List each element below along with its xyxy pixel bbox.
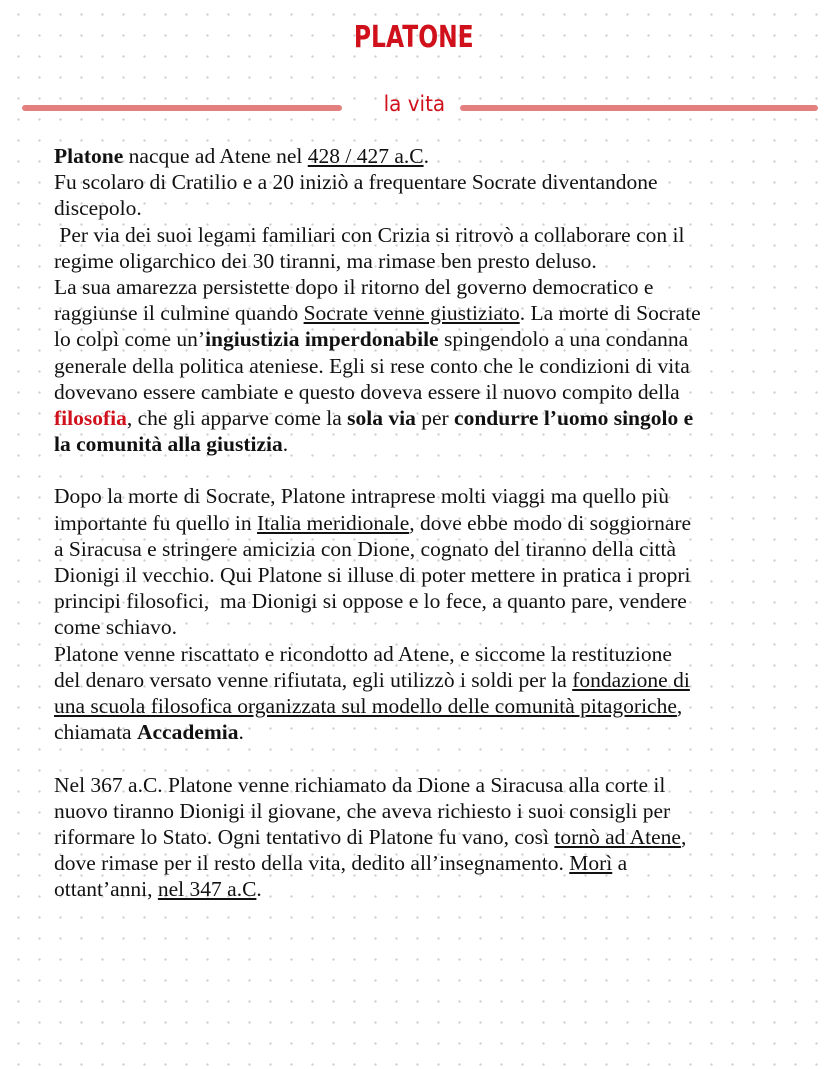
text-span: riformare lo Stato. Ogni tentativo di Platone fu vano, così — [54, 824, 555, 849]
text-span: lo colpì come un’ — [54, 327, 206, 352]
text-line — [54, 562, 824, 588]
text-span: dove rimase per il resto della vita, dedito all’insegnamento. — [54, 851, 570, 876]
text-line — [54, 222, 824, 248]
text-span: chiamata — [54, 720, 137, 745]
text-line — [54, 641, 824, 667]
text-span: per — [415, 405, 455, 430]
underlined-text: Socrate venne giustiziato — [303, 301, 520, 326]
paragraph — [54, 143, 824, 457]
text-span: importante fu quello in — [54, 510, 258, 535]
underlined-text: una scuola filosofica organizzata sul modello delle comunità pitagoriche — [54, 693, 677, 718]
underlined-text: fondazione di — [572, 667, 690, 692]
text-line — [54, 300, 824, 326]
text-span: , — [676, 693, 683, 718]
text-span: , che gli apparve come la — [126, 405, 348, 430]
text-line — [54, 614, 824, 640]
text-span: a Siracusa e stringere amicizia con Dione, cognato del tiranno della città — [54, 536, 677, 561]
text-line — [54, 195, 824, 221]
underlined-text: 428 / 427 a.C — [307, 144, 424, 168]
text-line — [54, 483, 824, 509]
text-line — [54, 693, 824, 719]
text-line — [54, 824, 824, 850]
text-line — [54, 248, 824, 274]
bold-text: sola via — [347, 405, 416, 430]
text-line — [54, 772, 824, 798]
text-span: Nel 367 a.C. Platone venne richiamato da Dione a Siracusa alla corte il — [54, 772, 666, 797]
paragraph — [54, 483, 824, 745]
text-span: dovevano essere cambiate e questo doveva essere il nuovo compito della — [54, 379, 680, 404]
text-line — [54, 876, 824, 902]
bold-text: Accademia — [136, 720, 239, 745]
underlined-text: Morì — [569, 851, 613, 876]
bold-text: Platone — [54, 144, 124, 168]
highlighted-text: filosofia — [54, 405, 127, 430]
text-span: Platone venne riscattato e ricondotto ad Atene, e siccome la restituzione — [54, 641, 672, 666]
text-span: . — [256, 877, 262, 902]
bold-text: la comunità alla giustizia — [54, 432, 283, 457]
text-span: . La morte di Socrate — [519, 301, 701, 326]
text-line — [54, 431, 824, 457]
text-span: discepolo. — [54, 196, 142, 221]
text-span: spingendolo a una condanna — [438, 327, 689, 352]
text-line — [54, 510, 824, 536]
text-span: ottant’anni, — [54, 877, 158, 902]
text-span: raggiunse il culmine quando — [54, 301, 304, 326]
text-line — [54, 405, 824, 431]
underlined-text: nel 347 a.C — [157, 877, 257, 902]
bold-text: ingiustizia imperdonabile — [205, 327, 439, 352]
section-heading-text: la vita — [383, 92, 445, 116]
text-span: . — [423, 144, 429, 168]
underlined-text: Italia meridionale — [257, 510, 410, 535]
text-line — [54, 169, 824, 195]
text-span: regime oligarchico dei 30 tiranni, ma rimase ben presto deluso. — [54, 248, 597, 273]
bold-text: condurre l’uomo singolo e — [454, 405, 694, 430]
document-body — [54, 143, 824, 929]
text-span: , — [680, 824, 687, 849]
text-span: come schiavo. — [54, 615, 177, 640]
text-span: Fu scolaro di Cratilio e a 20 iniziò a frequentare Socrate diventandone — [54, 170, 658, 195]
text-span: principi filosofici, ma Dionigi si oppose e lo fece, a quanto pare, vendere — [54, 589, 687, 614]
text-span: nuovo tiranno Dionigi il giovane, che aveva richiesto i suoi consigli per — [54, 798, 671, 823]
text-span: nacque ad Atene nel — [123, 144, 308, 168]
text-span: Dopo la morte di Socrate, Platone intraprese molti viaggi ma quello più — [54, 484, 669, 509]
text-line — [54, 274, 824, 300]
paragraph — [54, 772, 824, 903]
text-line — [54, 536, 824, 562]
text-line — [54, 667, 824, 693]
text-span: . — [238, 720, 244, 745]
text-line — [54, 719, 824, 745]
text-line — [54, 353, 824, 379]
text-line — [54, 143, 824, 169]
text-span: Dionigi il vecchio. Qui Platone si illuse di poter mettere in pratica i propri — [54, 563, 691, 587]
text-span: La sua amarezza persistette dopo il ritorno del governo democratico e — [54, 274, 654, 299]
text-line — [54, 588, 824, 614]
text-span: , dove ebbe modo di soggiornare — [409, 510, 692, 535]
text-line — [54, 379, 824, 405]
page-title-text: PLATONE — [354, 20, 474, 55]
text-line — [54, 798, 824, 824]
text-span: . — [282, 432, 289, 457]
underlined-text: tornò ad Atene — [554, 824, 681, 849]
text-span: del denaro versato venne rifiutata, egli utilizzò i soldi per la — [54, 667, 573, 692]
text-span: a — [612, 851, 628, 876]
page-title — [0, 20, 828, 55]
section-divider-right — [460, 105, 818, 111]
section-heading — [0, 92, 828, 116]
text-span: generale della politica ateniese. Egli si rese conto che le condizioni di vita — [54, 353, 690, 378]
text-line — [54, 326, 824, 352]
text-span: Per via dei suoi legami familiari con Crizia si ritrovò a collaborare con il — [54, 222, 685, 247]
text-line — [54, 850, 824, 876]
